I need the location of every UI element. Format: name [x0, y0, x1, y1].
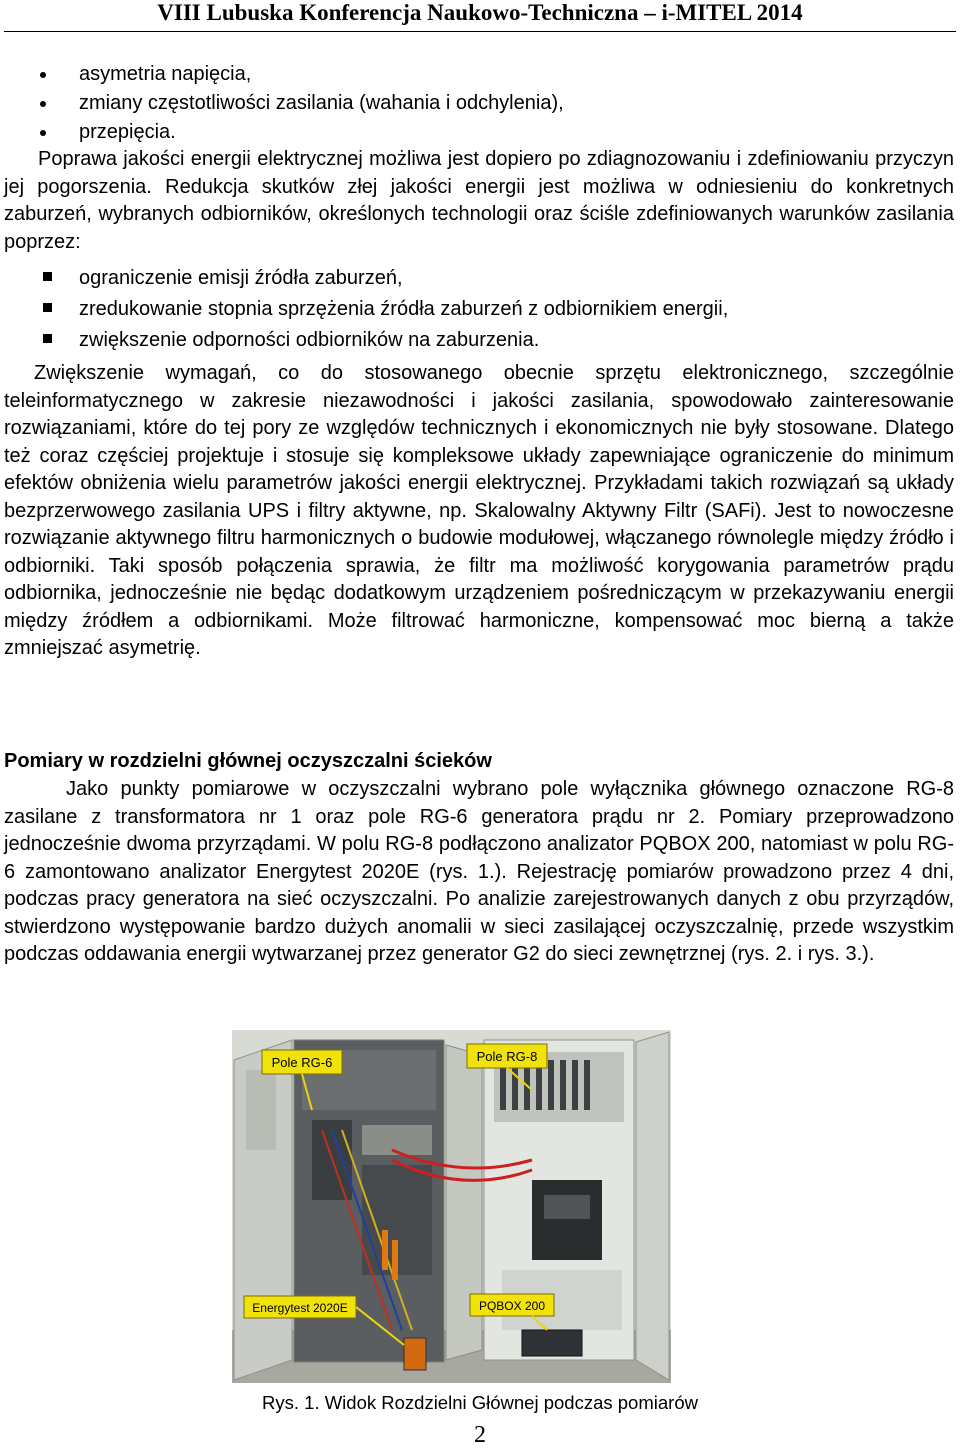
square-bullet-icon — [43, 272, 52, 281]
header-divider — [4, 31, 956, 32]
switchgear-illustration — [232, 1030, 671, 1383]
label-pole-rg6: Pole RG-6 — [271, 1055, 333, 1070]
list-item-text: przepięcia. — [79, 121, 176, 143]
paragraph-measurements: Jako punkty pomiarowe w oczyszczalni wybrano pole wyłącznika głównego oznaczone RG-8 zasilane z transformatora nr 1 oraz pole RG-6 generatora prądu nr 2. Pomiary przeprowadzono jednocześnie dwoma przyrządami. W polu RG-8 podłączono analizator PQBOX 200, natomiast w polu RG-6 zamontowano analizator Energytest 2020E (rys. 1.). Rejestrację pomiarów prowadzono przez 4 dni, podczas pracy generatora na sieć oczyszczalni. Po analizie zarejestrowanych danych z obu przyrządów, stwierdzono występowanie bardzo dużych anomalii w sieci zasilającej oczyszczalnię, przede wszystkim podczas oddawania energii wytwarzanej przez generator G2 do sieci zewnętrznej (rys. 2. i rys. 3.). — [4, 778, 954, 965]
list-item — [0, 60, 960, 89]
square-bullet-list — [0, 264, 960, 357]
list-item — [0, 264, 960, 295]
list-item — [0, 89, 960, 118]
list-item — [0, 295, 960, 326]
list-item-text: ograniczenie emisji źródła zaburzeń, — [79, 267, 403, 289]
list-item-text: zmiany częstotliwości zasilania (wahania i odchylenia), — [79, 92, 564, 114]
round-bullet-list — [0, 60, 960, 147]
square-bullet-icon — [43, 334, 52, 343]
switchgear-photo — [232, 1030, 671, 1383]
bullet-icon — [40, 130, 46, 136]
paragraph-requirements: Zwiększenie wymagań, co do stosowanego obecnie sprzętu elektronicznego, szczególnie teleinformatycznego w zakresie niezawodności i jakości zasilania, spowodowało zainteresowanie rozwiązaniami, które do tej pory ze względów technicznych i ekonomicznych nie były stosowane. Dlatego też coraz częściej projektuje i stosuje się kompleksowe układy zapewniające ograniczenie do minimum efektów obniżenia wielu parametrów jakości energii elektrycznej. Przykładami takich rozwiązań są układy bezprzerwowego zasilania UPS i filtry aktywne, np. Skalowalny Aktywny Filtr (SAFi). Jest to nowoczesne rozwiązanie aktywnego filtru harmonicznych o budowie modułowej, włączanego równolegle między źródło i odbiorniki. Taki sposób połączenia sprawia, że filtr ma możliwość korygowania parametrów prądu odbiornika, jednocześnie nie będąc dodatkowym urządzeniem pośredniczącym w przekazywaniu energii między źródłem a odbiornikami. Może filtrować harmoniczne, kompensować moc bierną a także zmniejszać asymetrię. — [4, 362, 954, 659]
list-item-text: zredukowanie stopnia sprzężenia źródła zaburzeń z odbiornikiem energii, — [79, 298, 729, 320]
list-item — [0, 118, 960, 147]
figure-caption: Rys. 1. Widok Rozdzielni Głównej podczas pomiarów — [262, 1392, 698, 1413]
list-item-text: zwiększenie odporności odbiorników na zaburzenia. — [79, 329, 540, 351]
square-bullet-icon — [43, 303, 52, 312]
list-item-text: asymetria napięcia, — [79, 63, 252, 85]
conference-title: VIII Lubuska Konferencja Naukowo-Techniczna – i-MITEL 2014 — [157, 0, 803, 25]
page-number: 2 — [474, 1422, 486, 1448]
list-item — [0, 326, 960, 357]
label-pqbox: PQBOX 200 — [478, 1299, 546, 1313]
section-heading: Pomiary w rozdzielni głównej oczyszczalni ścieków — [4, 750, 492, 772]
bullet-icon — [40, 101, 46, 107]
bullet-icon — [40, 72, 46, 78]
label-pole-rg8: Pole RG-8 — [476, 1049, 538, 1064]
paragraph-quality: Poprawa jakości energii elektrycznej możliwa jest dopiero po zdiagnozowaniu i zdefiniowaniu przyczyn jej pogorszenia. Redukcja skutków złej jakości energii jest możliwa w odniesieniu do konkretnych zaburzeń, wybranych odbiorników, określonych technologii oraz ściśle zdefiniowanych warunków zasilania poprzez: — [4, 148, 954, 253]
label-energytest: Energytest 2020E — [252, 1301, 348, 1315]
